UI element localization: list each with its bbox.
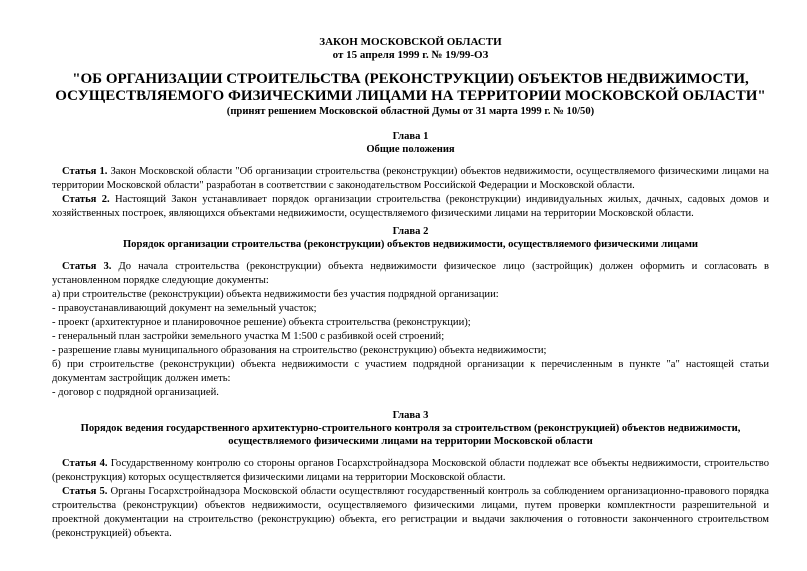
list-item-a4: - разрешение главы муниципального образования на строительство (реконструкцию) объекта недвижимости; [52, 345, 547, 356]
chapter3-number: Глава 3 [392, 410, 429, 421]
chapter2-title: Порядок организации строительства (реконструкции) объектов недвижимости, осуществляемого физическими лицами [122, 239, 699, 250]
article4 [52, 457, 769, 485]
law-heading: ЗАКОН МОСКОВСКОЙ ОБЛАСТИ [319, 36, 502, 48]
chapter2-number: Глава 2 [392, 226, 429, 237]
article3 [52, 260, 769, 288]
article2-label: Статья 2. [62, 194, 110, 205]
list-item-a2: - проект (архитектурное и планировочное решение) объекта строительства (реконструкции); [52, 317, 471, 328]
law-title-line2: ОСУЩЕСТВЛЯЕМОГО ФИЗИЧЕСКИМИ ЛИЦАМИ НА ТЕРРИТОРИИ МОСКОВСКОЙ ОБЛАСТИ" [55, 88, 766, 104]
list-item-a: а) при строительстве (реконструкции) объекта недвижимости без участия подрядной организации: [52, 289, 499, 300]
article5 [52, 485, 769, 541]
chapter1-title: Общие положения [366, 144, 455, 155]
law-title-line1: "ОБ ОРГАНИЗАЦИИ СТРОИТЕЛЬСТВА (РЕКОНСТРУКЦИИ) ОБЪЕКТОВ НЕДВИЖИМОСТИ, [72, 71, 749, 87]
list-item-b: б) при строительстве (реконструкции) объекта недвижимости с участием подрядной организации к перечисленным в пункте "а" настоящей статьи документам застройщик должен иметь: [52, 359, 769, 384]
article1-label: Статья 1. [62, 166, 108, 177]
chapter3-title-line2: осуществляемого физическими лицами на территории Московской области [228, 436, 593, 447]
article5-text: Органы Госархстройнадзора Московской области осуществляют государственный контроль за соблюдением организационно-правового порядка строительства (реконструкции) объектов недвижимости, осуществляемого физическими лицами, путем проверки комплектности разрешительной и проектной документации на строительство (реконструкцию) объекта, его регистрации и выдачи заключения о готовности законченного строительством (реконструкцией) объекта. [52, 486, 769, 539]
article4-label: Статья 4. [62, 458, 108, 469]
chapter1-number: Глава 1 [392, 131, 429, 142]
article4-text: Государственному контролю со стороны органов Госархстройнадзора Московской области подлежат все объекты недвижимости, строительство (реконструкция) которых осуществляется физическими лицами на территории Московской области. [52, 458, 770, 483]
list-item-a3: - генеральный план застройки земельного участка М 1:500 с разбивкой осей строений; [52, 331, 445, 342]
article3-text: До начала строительства (реконструкции) объекта недвижимости физическое лицо (застройщик) должен оформить и согласовать в установленном порядке следующие документы: [52, 261, 769, 286]
list-item-a1: - правоустанавливающий документ на земельный участок; [52, 303, 317, 314]
article1 [52, 165, 769, 193]
article2-text: Настоящий Закон устанавливает порядок организации строительства (реконструкции) индивидуальных жилых, дачных, садовых домов и хозяйственных построек, являющихся объектами недвижимости, осуществляемого физическими лицами на территории Московской области. [52, 194, 770, 219]
article1-text: Закон Московской области "Об организации строительства (реконструкции) объектов недвижимости, осуществляемого физическими лицами на территории Московской области" разработан в соответствии с законодательством Российской Федерации и Московской области. [52, 166, 769, 191]
article3-label: Статья 3. [62, 261, 112, 272]
adoption-note: (принят решением Московской областной Думы от 31 марта 1999 г. № 10/50) [226, 106, 595, 117]
article2 [52, 193, 769, 221]
law-date: от 15 апреля 1999 г. № 19/99-ОЗ [332, 49, 489, 61]
chapter3-title-line1: Порядок ведения государственного архитектурно-строительного контроля за строительством (реконструкцией) объектов недвижимости, [80, 423, 741, 434]
article5-label: Статья 5. [62, 486, 108, 497]
list-item-b1: - договор с подрядной организацией. [52, 387, 219, 398]
